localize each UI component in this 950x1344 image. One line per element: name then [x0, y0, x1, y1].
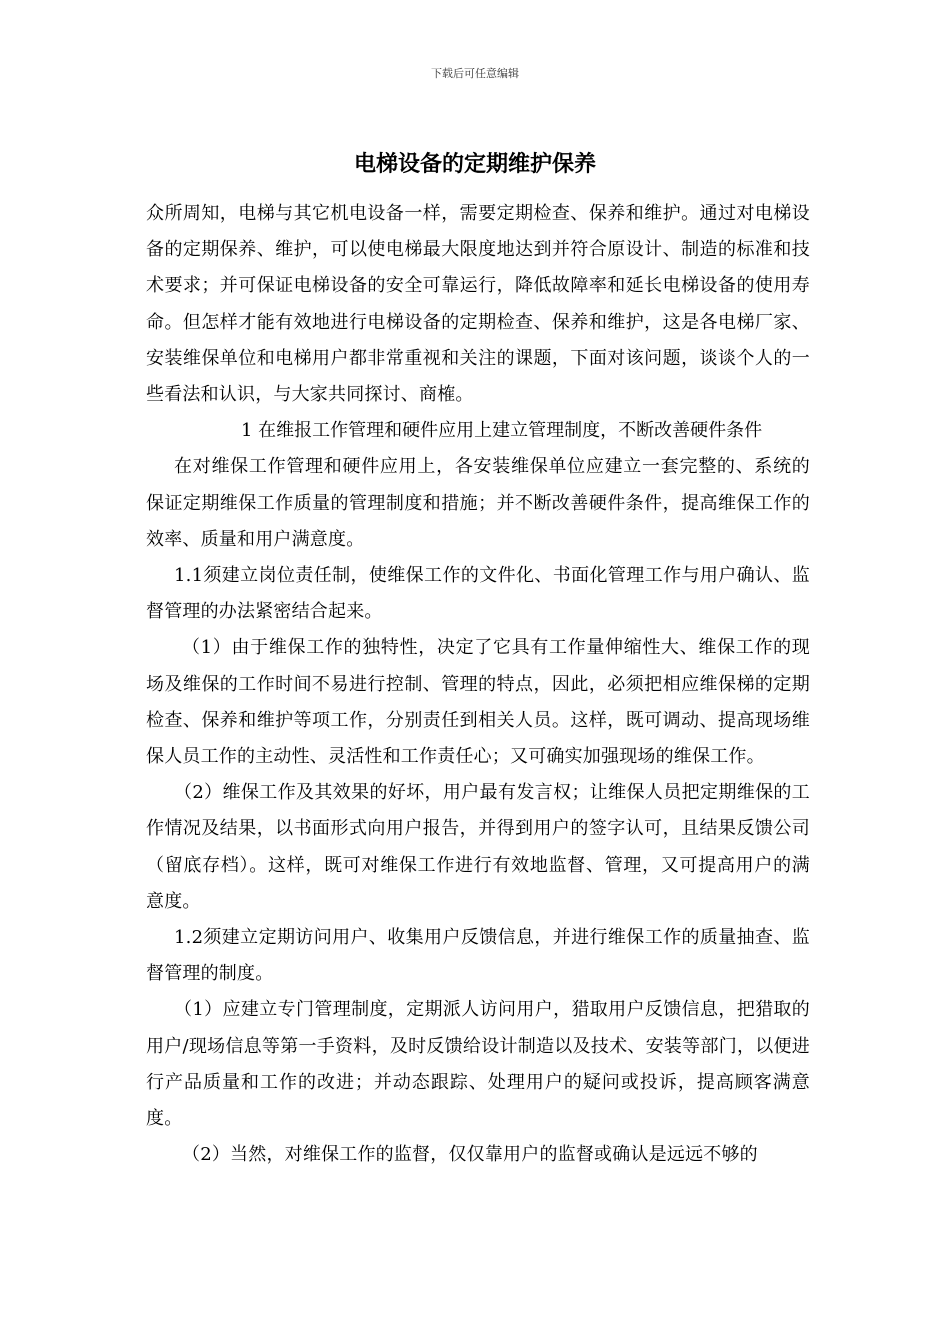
section-1-2-item-2: （2）当然，对维保工作的监督，仅仅靠用户的监督或确认是远远不够的 [182, 1144, 758, 1166]
section-1-1-paragraph: 1.1须建立岗位责任制，使维保工作的文件化、书面化管理工作与用户确认、监督管理的办法紧密结合起来。 [146, 565, 810, 623]
document-title: 电梯设备的定期维护保养 [353, 152, 596, 177]
section-1-heading: 1 在维报工作管理和硬件应用上建立管理制度，不断改善硬件条件 [241, 420, 763, 442]
section-1-1-item-1: （1）由于维保工作的独特性，决定了它具有工作量伸缩性大、维保工作的现场及维保的工作时间不易进行控制、管理的特点，因此，必须把相应维保梯的定期检查、保养和维护等项工作，分别责任到相关人员。这样，既可调动、提高现场维保人员工作的主动性、灵活性和工作责任心；又可确实加强现场的维保工作。 [146, 637, 810, 768]
document-body [146, 196, 810, 1173]
section-1-paragraph: 在对维保工作管理和硬件应用上，各安装维保单位应建立一套完整的、系统的保证定期维保工作质量的管理制度和措施；并不断改善硬件条件，提高维保工作的效率、质量和用户满意度。 [146, 456, 810, 550]
section-1-2-paragraph: 1.2须建立定期访问用户、收集用户反馈信息，并进行维保工作的质量抽查、监督管理的制度。 [146, 927, 810, 985]
section-1-1-item-2: （2）维保工作及其效果的好坏，用户最有发言权；让维保人员把定期维保的工作情况及结果，以书面形式向用户报告，并得到用户的签字认可，且结果反馈公司（留底存档）。这样，既可对维保工作进行有效地监督、管理，又可提高用户的满意度。 [146, 782, 810, 912]
section-1-2-item-1: （1）应建立专门管理制度，定期派人访问用户，猎取用户反馈信息，把猎取的用户/现场信息等第一手资料，及时反馈给设计制造以及技术、安装等部门，以便进行产品质量和工作的改进；并动态跟踪、处理用户的疑问或投诉，提高顾客满意度。 [146, 999, 810, 1130]
intro-paragraph: 众所周知，电梯与其它机电设备一样，需要定期检查、保养和维护。通过对电梯设备的定期保养、维护，可以使电梯最大限度地达到并符合原设计、制造的标准和技术要求；并可保证电梯设备的安全可靠运行，降低故障率和延长电梯设备的使用寿命。但怎样才能有效地进行电梯设备的定期检查、保养和维护，这是各电梯厂家、安装维保单位和电梯用户都非常重视和关注的课题，下面对该问题，谈谈个人的一些看法和认识，与大家共同探讨、商榷。 [146, 203, 810, 406]
header-note: 下载后可任意编辑 [431, 67, 519, 80]
